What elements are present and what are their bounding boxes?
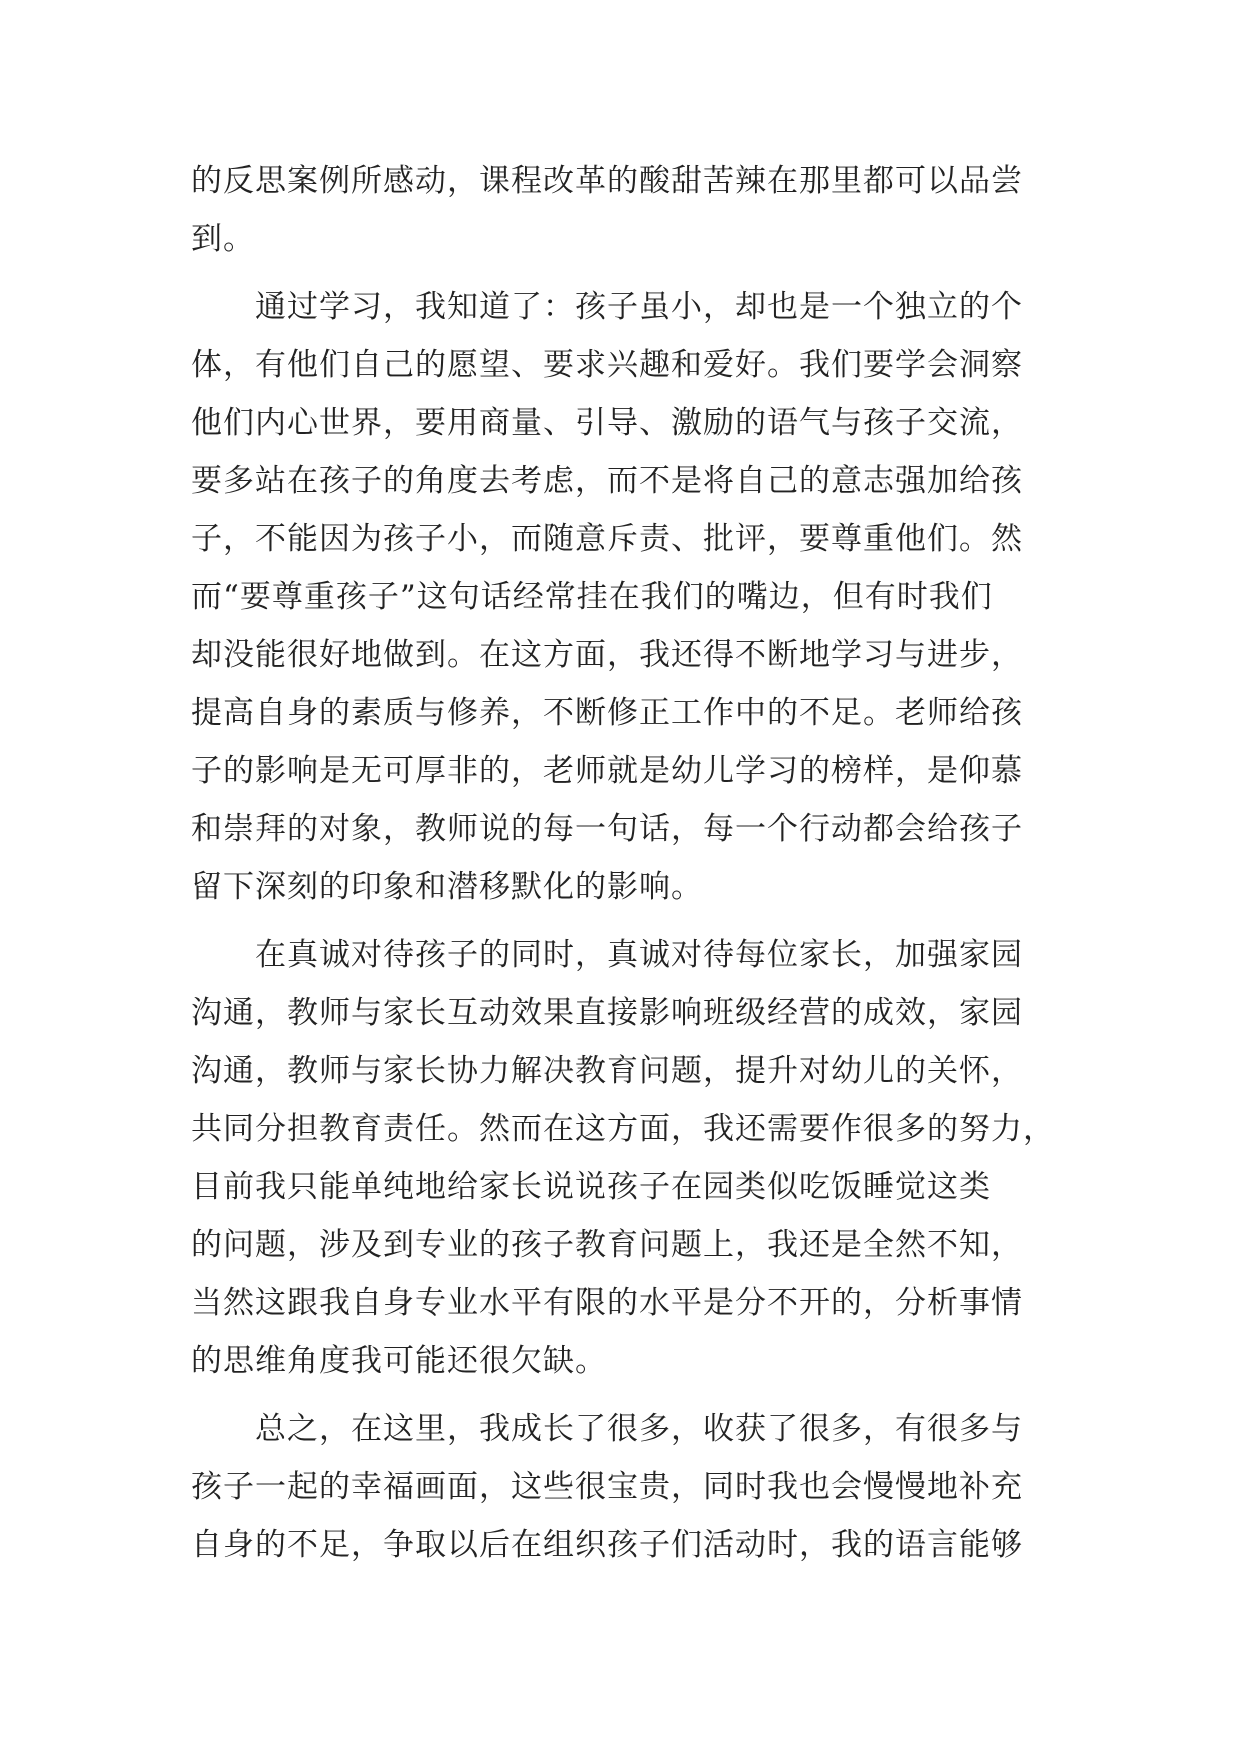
paragraph	[191, 152, 1071, 268]
text-line: 的反思案例所感动，课程改革的酸甜苦辣在那里都可以品尝	[191, 163, 1023, 199]
text-line: 当然这跟我自身专业水平有限的水平是分不开的，分析事情	[191, 1285, 1023, 1321]
text-line: 却没能很好地做到。在这方面，我还得不断地学习与进步，	[191, 637, 1023, 673]
text-line: 提高自身的素质与修养，不断修正工作中的不足。老师给孩	[191, 695, 1023, 731]
text-line: 的思维角度我可能还很欠缺。	[191, 1343, 607, 1379]
text-line: 在真诚对待孩子的同时，真诚对待每位家长，加强家园	[191, 937, 1023, 973]
text-line: 子，不能因为孩子小，而随意斥责、批评，要尊重他们。然	[191, 521, 1023, 557]
paragraph	[191, 926, 1071, 1390]
text-line: 到。	[191, 221, 255, 257]
text-line: 通过学习，我知道了：孩子虽小，却也是一个独立的个	[191, 289, 1023, 325]
text-line: 自身的不足，争取以后在组织孩子们活动时，我的语言能够	[191, 1527, 1023, 1563]
text-line: 沟通，教师与家长协力解决教育问题，提升对幼儿的关怀，	[191, 1053, 1023, 1089]
text-line: 总之，在这里，我成长了很多，收获了很多，有很多与	[191, 1411, 1023, 1447]
text-line: 孩子一起的幸福画面，这些很宝贵，同时我也会慢慢地补充	[191, 1469, 1023, 1505]
text-line: 体，有他们自己的愿望、要求兴趣和爱好。我们要学会洞察	[191, 347, 1023, 383]
text-line: 共同分担教育责任。然而在这方面，我还需要作很多的努力，	[191, 1111, 1055, 1147]
text-line: 要多站在孩子的角度去考虑，而不是将自己的意志强加给孩	[191, 463, 1023, 499]
text-line: 的问题，涉及到专业的孩子教育问题上，我还是全然不知，	[191, 1227, 1023, 1263]
text-line: 子的影响是无可厚非的，老师就是幼儿学习的榜样，是仰慕	[191, 753, 1023, 789]
text-line: 而“要尊重孩子”这句话经常挂在我们的嘴边，但有时我们	[191, 579, 993, 615]
paragraph	[191, 1400, 1071, 1574]
text-line: 留下深刻的印象和潜移默化的影响。	[191, 869, 703, 905]
text-line: 和崇拜的对象，教师说的每一句话，每一个行动都会给孩子	[191, 811, 1023, 847]
text-line: 沟通，教师与家长互动效果直接影响班级经营的成效，家园	[191, 995, 1023, 1031]
text-line: 他们内心世界，要用商量、引导、激励的语气与孩子交流，	[191, 405, 1023, 441]
document-body	[191, 152, 1071, 1574]
paragraph	[191, 278, 1071, 916]
text-line: 目前我只能单纯地给家长说说孩子在园类似吃饭睡觉这类	[191, 1169, 991, 1205]
